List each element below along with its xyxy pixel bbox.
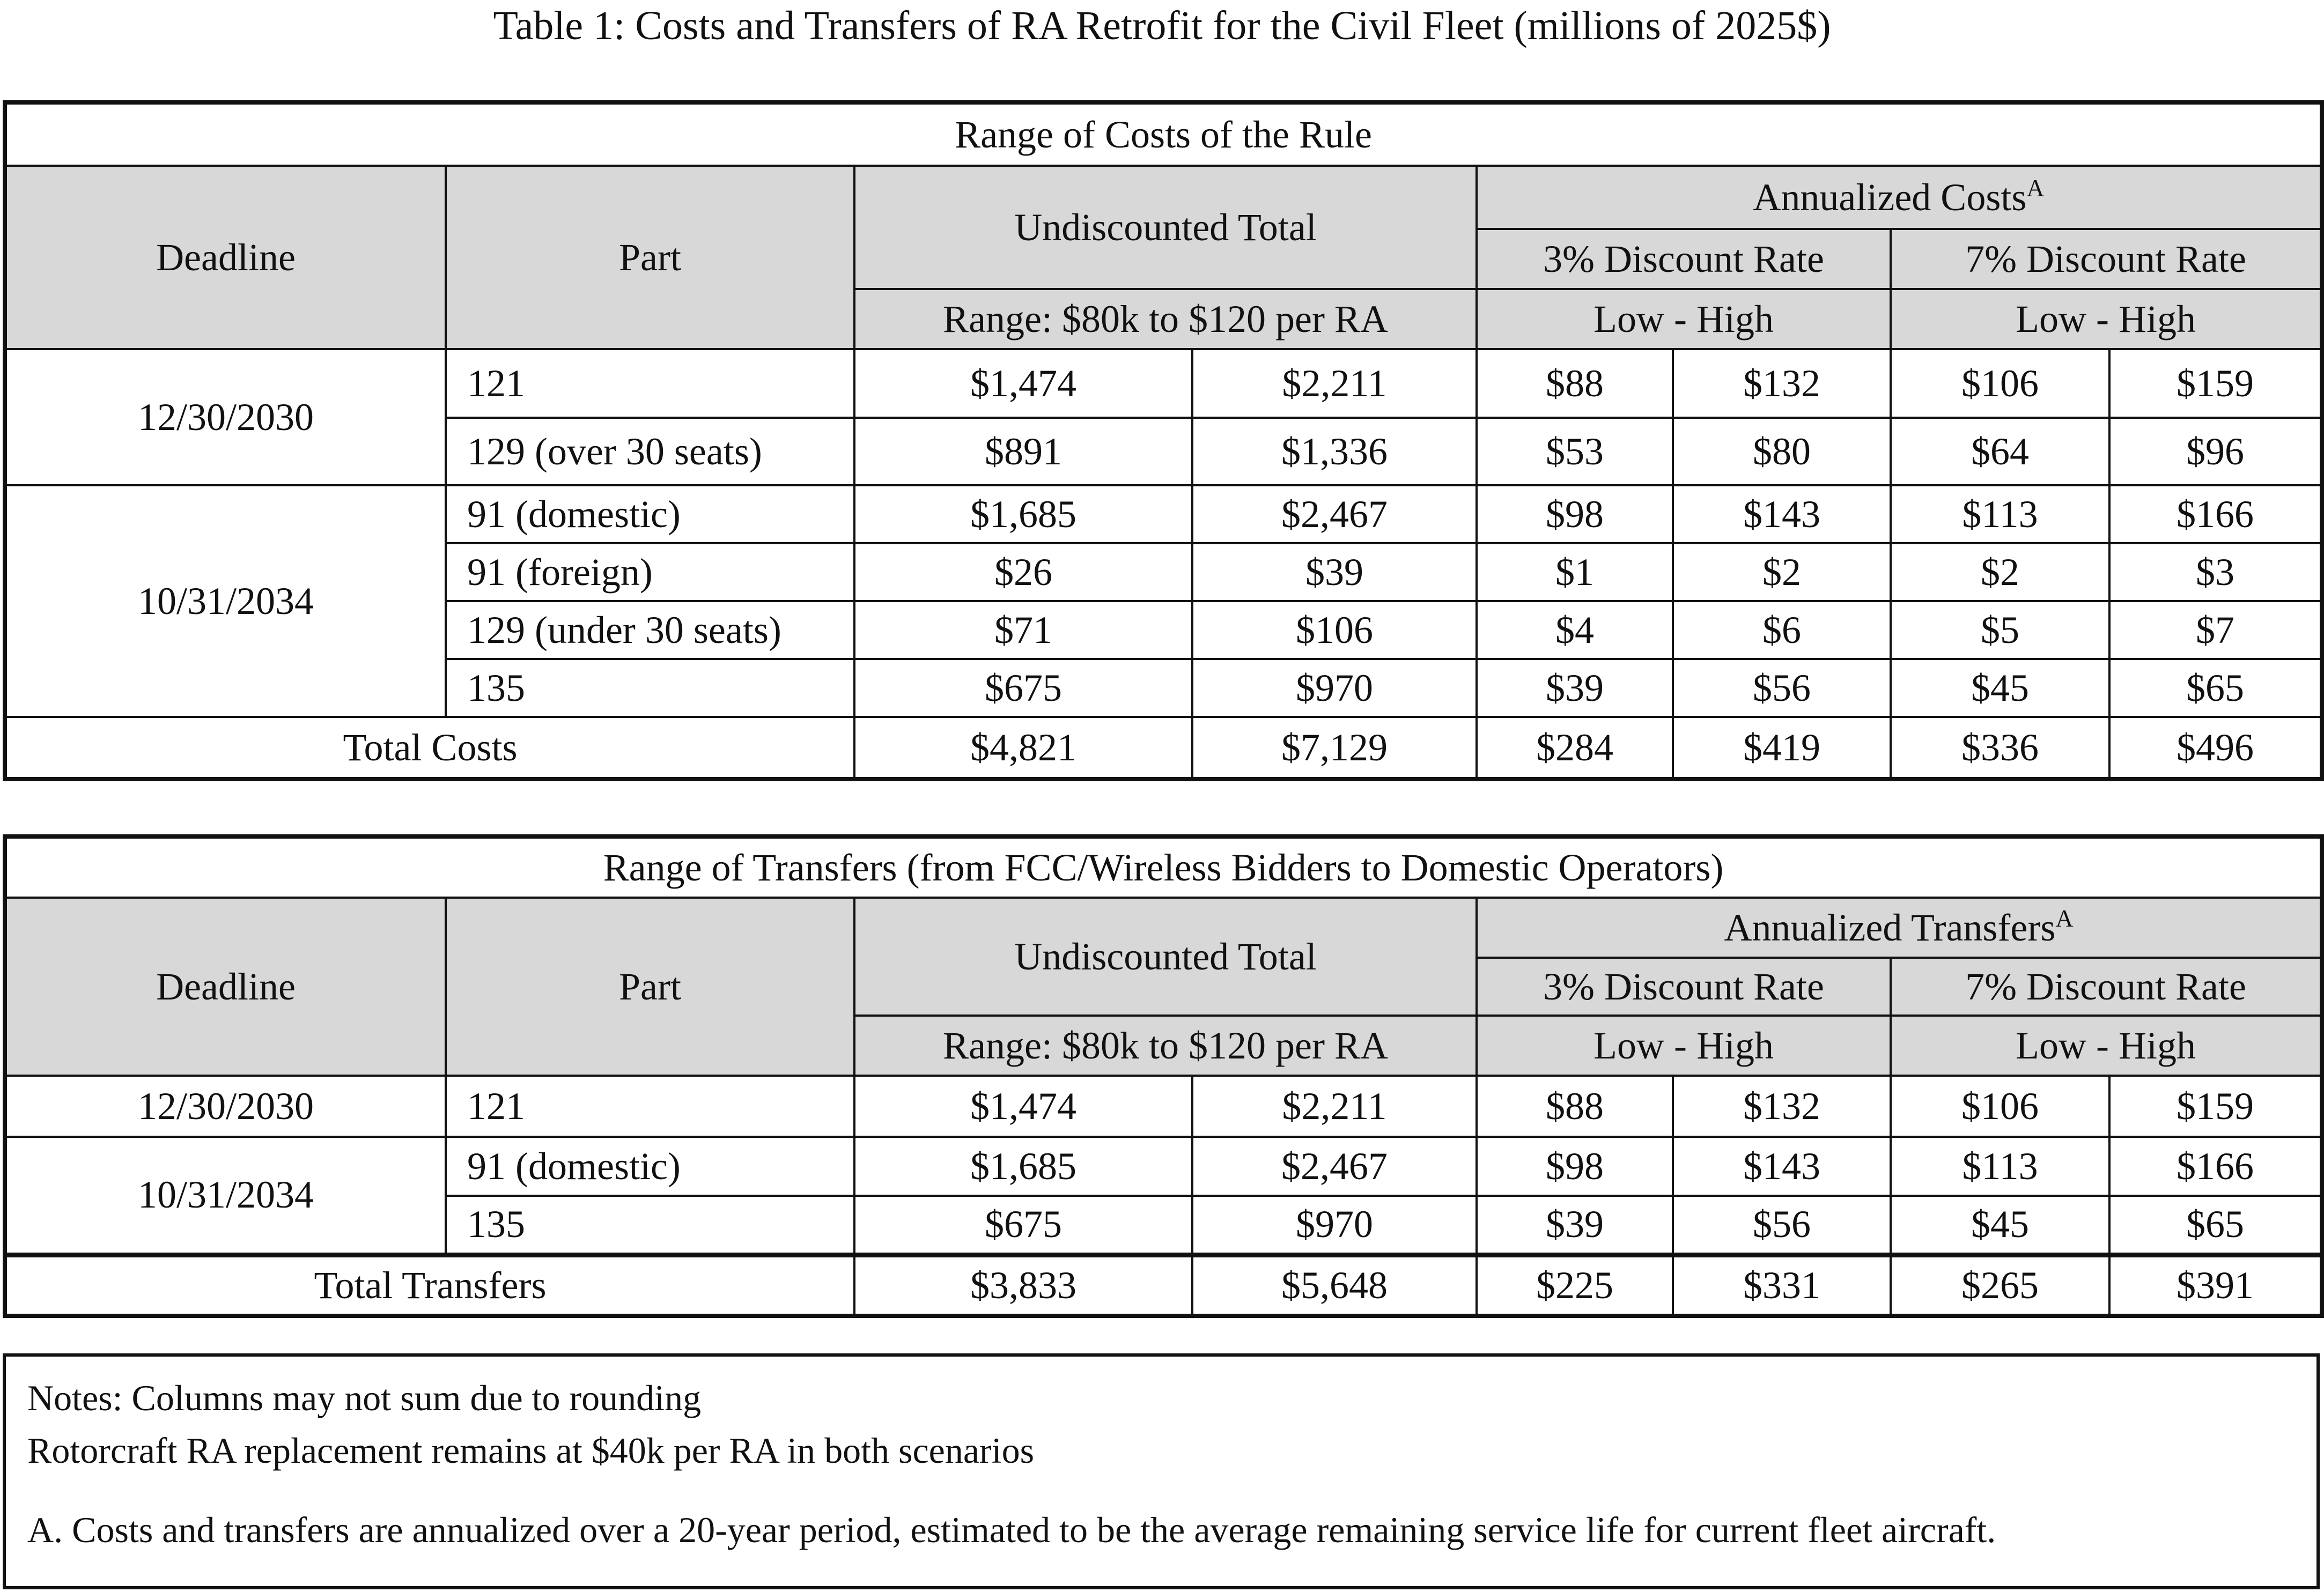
part-cell: 121	[446, 349, 854, 418]
value-cell: $2,211	[1192, 1076, 1477, 1137]
transfers-header-annualized	[1477, 898, 2322, 958]
part-cell: 135	[446, 1196, 854, 1255]
value-cell: $132	[1673, 349, 1891, 418]
value-cell: $159	[2109, 1076, 2322, 1137]
value-cell: $166	[2109, 1137, 2322, 1196]
transfers-table	[3, 834, 2324, 1318]
costs-header-rate7: 7% Discount Rate	[1891, 229, 2322, 289]
total-label: Total Costs	[5, 717, 854, 779]
value-cell: $64	[1891, 418, 2109, 485]
part-cell: 91 (domestic)	[446, 1137, 854, 1196]
table-row	[5, 1137, 2322, 1196]
costs-header-part: Part	[446, 166, 854, 349]
value-cell: $143	[1673, 485, 1891, 543]
total-value-cell: $5,648	[1192, 1255, 1477, 1316]
value-cell: $88	[1477, 349, 1673, 418]
value-cell: $88	[1477, 1076, 1673, 1137]
transfers-annualized-label: Annualized Transfers	[1724, 906, 2056, 949]
costs-header-rate3: 3% Discount Rate	[1477, 229, 1891, 289]
costs-table	[3, 100, 2324, 781]
value-cell: $113	[1891, 485, 2109, 543]
transfers-header-undiscounted: Undiscounted Total	[854, 898, 1477, 1016]
costs-caption: Range of Costs of the Rule	[5, 102, 2322, 166]
total-value-cell: $331	[1673, 1255, 1891, 1316]
value-cell: $1,685	[854, 485, 1192, 543]
value-cell: $4	[1477, 601, 1673, 659]
value-cell: $970	[1192, 1196, 1477, 1255]
value-cell: $159	[2109, 349, 2322, 418]
deadline-cell: 10/31/2034	[5, 485, 446, 717]
total-value-cell: $3,833	[854, 1255, 1192, 1316]
costs-annualized-label: Annualized Costs	[1753, 175, 2027, 219]
value-cell: $3	[2109, 543, 2322, 601]
transfers-annualized-footnote-mark: A	[2055, 904, 2074, 932]
part-cell: 135	[446, 659, 854, 717]
part-cell: 129 (under 30 seats)	[446, 601, 854, 659]
total-value-cell: $496	[2109, 717, 2322, 779]
value-cell: $6	[1673, 601, 1891, 659]
value-cell: $45	[1891, 1196, 2109, 1255]
costs-header-deadline: Deadline	[5, 166, 446, 349]
total-row	[5, 717, 2322, 779]
value-cell: $106	[1891, 1076, 2109, 1137]
value-cell: $5	[1891, 601, 2109, 659]
notes-box	[3, 1353, 2320, 1589]
value-cell: $132	[1673, 1076, 1891, 1137]
value-cell: $65	[2109, 1196, 2322, 1255]
value-cell: $1,474	[854, 1076, 1192, 1137]
value-cell: $7	[2109, 601, 2322, 659]
value-cell: $2	[1891, 543, 2109, 601]
value-cell: $98	[1477, 1137, 1673, 1196]
value-cell: $45	[1891, 659, 2109, 717]
value-cell: $39	[1477, 1196, 1673, 1255]
value-cell: $106	[1192, 601, 1477, 659]
transfers-header-part: Part	[446, 898, 854, 1076]
deadline-cell: 12/30/2030	[5, 349, 446, 485]
costs-header-undiscounted: Undiscounted Total	[854, 166, 1477, 289]
transfers-header-low-high-7: Low - High	[1891, 1016, 2322, 1076]
value-cell: $675	[854, 1196, 1192, 1255]
part-cell: 129 (over 30 seats)	[446, 418, 854, 485]
deadline-cell: 10/31/2034	[5, 1137, 446, 1255]
total-value-cell: $336	[1891, 717, 2109, 779]
value-cell: $106	[1891, 349, 2109, 418]
value-cell: $1	[1477, 543, 1673, 601]
total-value-cell: $4,821	[854, 717, 1192, 779]
part-cell: 91 (domestic)	[446, 485, 854, 543]
total-value-cell: $7,129	[1192, 717, 1477, 779]
value-cell: $39	[1477, 659, 1673, 717]
value-cell: $56	[1673, 1196, 1891, 1255]
costs-header-annualized	[1477, 166, 2322, 229]
value-cell: $1,336	[1192, 418, 1477, 485]
deadline-cell: 12/30/2030	[5, 1076, 446, 1137]
total-value-cell: $284	[1477, 717, 1673, 779]
transfers-caption: Range of Transfers (from FCC/Wireless Bidders to Domestic Operators)	[5, 836, 2322, 898]
value-cell: $39	[1192, 543, 1477, 601]
notes-line-rotorcraft: Rotorcraft RA replacement remains at $40k per RA in both scenarios	[27, 1430, 1035, 1471]
value-cell: $2,467	[1192, 485, 1477, 543]
transfers-header-rate3: 3% Discount Rate	[1477, 958, 1891, 1016]
value-cell: $2	[1673, 543, 1891, 601]
transfers-header-rate7: 7% Discount Rate	[1891, 958, 2322, 1016]
total-row	[5, 1255, 2322, 1316]
value-cell: $166	[2109, 485, 2322, 543]
table-title: Table 1: Costs and Transfers of RA Retrofit for the Civil Fleet (millions of 2025$)	[493, 3, 1831, 48]
transfers-header-deadline: Deadline	[5, 898, 446, 1076]
table-row	[5, 485, 2322, 543]
part-cell: 91 (foreign)	[446, 543, 854, 601]
total-value-cell: $391	[2109, 1255, 2322, 1316]
table-row	[5, 349, 2322, 418]
value-cell: $65	[2109, 659, 2322, 717]
total-value-cell: $265	[1891, 1255, 2109, 1316]
costs-annualized-footnote-mark: A	[2026, 174, 2045, 202]
notes-line-rounding: Notes: Columns may not sum due to rounding	[27, 1378, 702, 1418]
costs-header-low-high-7: Low - High	[1891, 289, 2322, 349]
value-cell: $80	[1673, 418, 1891, 485]
transfers-header-range: Range: $80k to $120 per RA	[854, 1016, 1477, 1076]
value-cell: $113	[1891, 1137, 2109, 1196]
total-label: Total Transfers	[5, 1255, 854, 1316]
value-cell: $143	[1673, 1137, 1891, 1196]
value-cell: $98	[1477, 485, 1673, 543]
value-cell: $26	[854, 543, 1192, 601]
table-row	[5, 1076, 2322, 1137]
total-value-cell: $419	[1673, 717, 1891, 779]
value-cell: $1,474	[854, 349, 1192, 418]
costs-header-low-high-3: Low - High	[1477, 289, 1891, 349]
value-cell: $675	[854, 659, 1192, 717]
value-cell: $2,211	[1192, 349, 1477, 418]
value-cell: $71	[854, 601, 1192, 659]
value-cell: $970	[1192, 659, 1477, 717]
value-cell: $1,685	[854, 1137, 1192, 1196]
footnote-annualized: A. Costs and transfers are annualized over a 20-year period, estimated to be the average remaining service life for current fleet aircraft.	[27, 1509, 1996, 1550]
part-cell: 121	[446, 1076, 854, 1137]
value-cell: $96	[2109, 418, 2322, 485]
costs-header-range: Range: $80k to $120 per RA	[854, 289, 1477, 349]
transfers-header-low-high-3: Low - High	[1477, 1016, 1891, 1076]
total-value-cell: $225	[1477, 1255, 1673, 1316]
value-cell: $56	[1673, 659, 1891, 717]
value-cell: $53	[1477, 418, 1673, 485]
value-cell: $891	[854, 418, 1192, 485]
value-cell: $2,467	[1192, 1137, 1477, 1196]
